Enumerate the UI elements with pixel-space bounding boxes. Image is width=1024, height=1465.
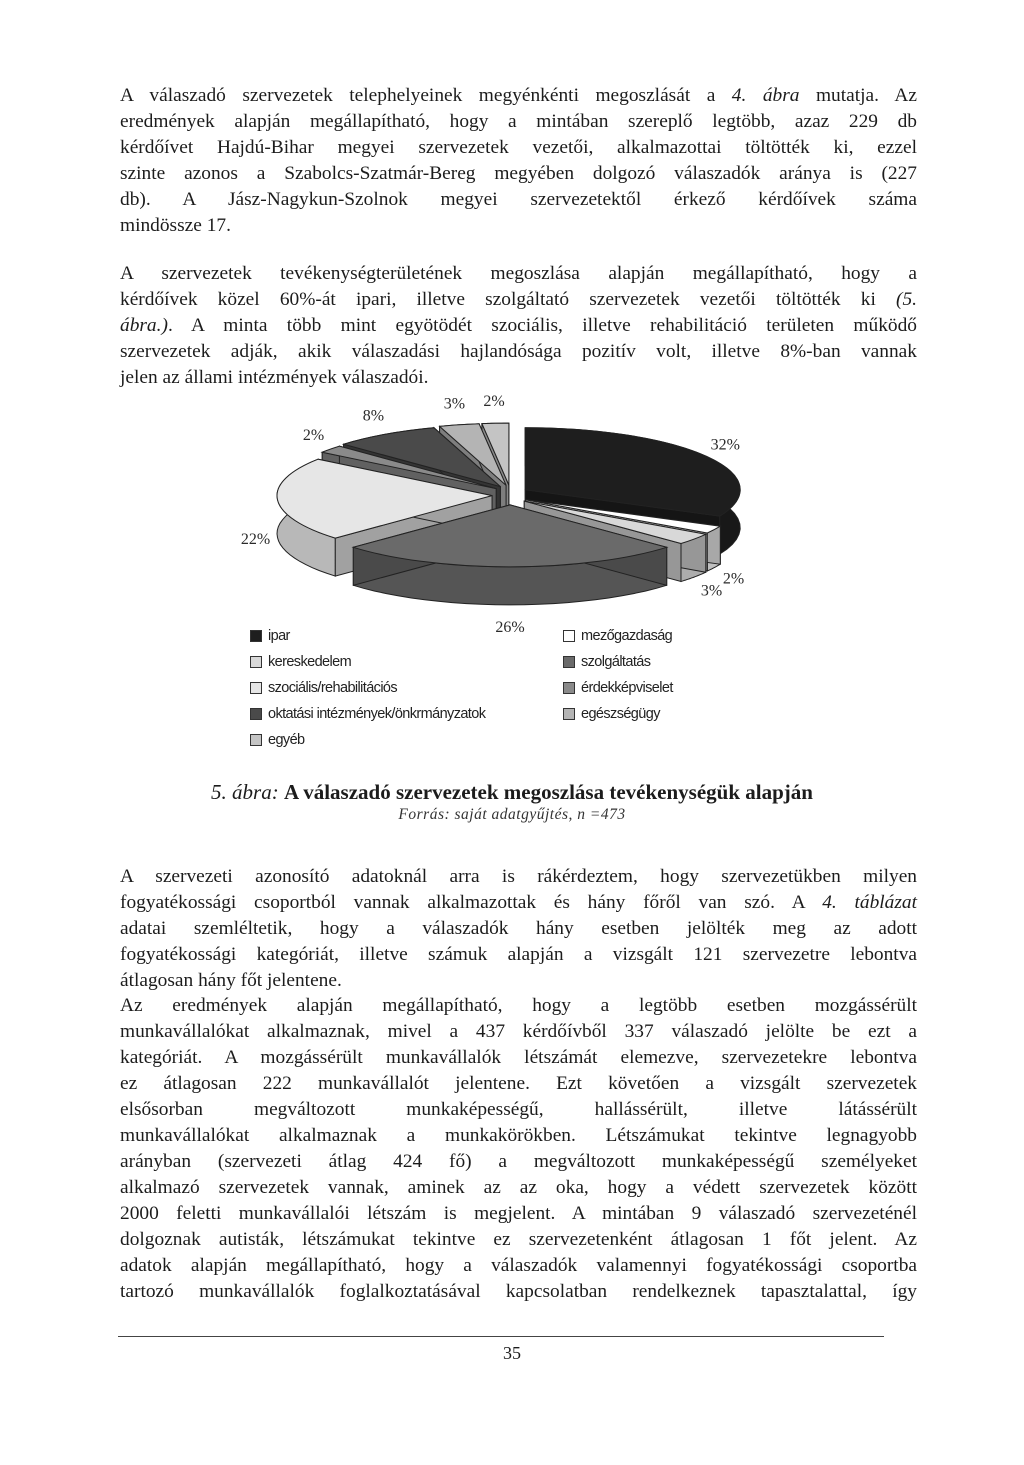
legend-label: szolgáltatás bbox=[581, 654, 651, 670]
legend-swatch bbox=[250, 708, 262, 720]
text-line: A szervezetek tevékenységterületének megoszlása alapján megállapítható, hogy a bbox=[120, 263, 917, 284]
legend-label: mezőgazdaság bbox=[581, 628, 673, 644]
figure-caption bbox=[0, 780, 1024, 805]
figure-reference: ábra.) bbox=[120, 315, 168, 336]
legend-item-szolgaltatas bbox=[563, 654, 650, 670]
pie-label-szolgaltatas: 26% bbox=[495, 619, 525, 636]
paragraph-results bbox=[120, 993, 917, 1305]
text-line: mindössze 17. bbox=[120, 215, 231, 236]
figure-source: Forrás: saját adatgyűjtés, n =473 bbox=[398, 806, 626, 823]
pie-label-egeszsegugy: 3% bbox=[443, 395, 466, 413]
pie-label-oktatasi-intezmenyek-onkrmanyzatok: 8% bbox=[362, 407, 385, 425]
text-line: Az eredmények alapján megállapítható, hogy a legtöbb esetben mozgássérült bbox=[120, 995, 917, 1016]
text-line: kérdőívet Hajdú-Bihar megyei szervezetek vezetői, alkalmazottai töltötték ki, ezzel bbox=[120, 137, 917, 158]
text-line: szervezetek adják, akik válaszadási hajlandósága pozitív volt, illetve 8%-ban vannak bbox=[120, 341, 917, 362]
text-run: kérdőívek közel 60%-át ipari, illetve szolgáltató szervezetek vezetői töltötték ki bbox=[120, 289, 896, 310]
text-line bbox=[120, 313, 917, 339]
text-line: adatai szemléltetik, hogy a válaszadók hány esetben jelölték meg az adott bbox=[120, 918, 917, 939]
text-line: ez átlagosan 222 munkavállalót jelentene. Ezt követően a vizsgált szervezetek bbox=[120, 1073, 917, 1094]
text-run: mutatja. Az bbox=[799, 85, 917, 106]
figure-reference: (5. bbox=[895, 289, 917, 310]
text-line bbox=[120, 890, 917, 916]
page-number: 35 bbox=[503, 1343, 521, 1363]
paragraph-disability-groups bbox=[120, 864, 917, 994]
text-line: eredmények alapján megállapítható, hogy a mintában szereplő legtöbb, azaz 229 db bbox=[120, 111, 917, 132]
legend-label: egyéb bbox=[268, 732, 305, 748]
legend-item-ipar bbox=[250, 628, 290, 644]
figure-reference: 4. ábra bbox=[731, 85, 800, 106]
figure-number: 5. ábra: bbox=[211, 780, 279, 804]
legend-item-egeszsegugy bbox=[563, 706, 660, 722]
pie-label-erdekkepviselet: 2% bbox=[302, 427, 325, 445]
legend-swatch bbox=[563, 656, 575, 668]
pie-label-ipar: 32% bbox=[710, 436, 740, 454]
legend-swatch bbox=[563, 682, 575, 694]
legend-label: szociális/rehabilitációs bbox=[268, 680, 398, 696]
text-line: alkalmazó szervezetek vannak, aminek az az oka, hogy a védett szervezetek között bbox=[120, 1177, 917, 1198]
text-line bbox=[120, 83, 917, 109]
text-run: fogyatékossági csoportból vannak alkalmazottak és hány főről van szó. A bbox=[120, 892, 823, 913]
text-line: A szervezeti azonosító adatoknál arra is rákérdeztem, hogy szervezetükben milyen bbox=[120, 866, 917, 887]
paragraph-county-distribution bbox=[120, 83, 917, 239]
text-line: átlagosan hány főt jelentene. bbox=[120, 970, 342, 991]
figure-title: A válaszadó szervezetek megoszlása tevékenységük alapján bbox=[283, 780, 813, 804]
text-line: db). A Jász-Nagykun-Szolnok megyei szervezetektől érkező kérdőívek száma bbox=[120, 189, 917, 210]
legend-swatch bbox=[563, 708, 575, 720]
pie-label-egyeb: 2% bbox=[483, 393, 505, 411]
legend-item-kereskedelem bbox=[250, 654, 351, 670]
text-line: kategóriát. A mozgássérült munkavállalók létszámát elemezve, szervezetekre lebontva bbox=[120, 1047, 917, 1068]
legend-label: kereskedelem bbox=[268, 654, 352, 670]
footer-divider bbox=[118, 1336, 884, 1337]
legend-item-szocialis-rehabilitacios bbox=[250, 680, 397, 696]
legend-swatch bbox=[250, 682, 262, 694]
text-line: adatok alapján megállapítható, hogy a válaszadók valamennyi fogyatékossági csoportba bbox=[120, 1255, 917, 1276]
legend-label: oktatási intézmények/önkrmányzatok bbox=[268, 706, 486, 722]
text-line bbox=[120, 287, 917, 313]
legend-swatch bbox=[563, 630, 575, 642]
text-line: munkavállalókat alkalmaznak, mivel a 437 kérdőívből 337 válaszadó jelölte be ezt a bbox=[120, 1021, 917, 1042]
table-reference: 4. táblázat bbox=[822, 892, 917, 913]
text-line: tartozó munkavállalók foglalkoztatásával kapcsolatban rendelkeznek tapasztalattal, így bbox=[120, 1281, 917, 1302]
text-run: . A minta több mint egyötödét szociális, illetve rehabilitáció területen működő bbox=[167, 315, 917, 336]
legend-swatch bbox=[250, 656, 262, 668]
legend-label: egészségügy bbox=[581, 706, 660, 722]
chart-legend bbox=[250, 628, 770, 760]
legend-swatch bbox=[250, 734, 262, 746]
text-line: fogyatékossági kategóriát, illetve számuk alapján a vizsgált 121 szervezetre lebontva bbox=[120, 944, 917, 965]
legend-item-erdekkepviselet bbox=[563, 680, 673, 696]
legend-swatch bbox=[250, 630, 262, 642]
pie-label-kereskedelem: 3% bbox=[700, 582, 723, 600]
text-line: elsősorban megváltozott munkaképességű, hallássérült, illetve látássérült bbox=[120, 1099, 917, 1120]
text-line: szinte azonos a Szabolcs-Szatmár-Bereg megyében dolgozó válaszadók aránya is (227 bbox=[120, 163, 917, 184]
legend-label: érdekképviselet bbox=[581, 680, 673, 696]
pie-label-mezogazdasag: 2% bbox=[722, 570, 745, 588]
legend-item-egyeb bbox=[250, 732, 305, 748]
text-line: 2000 feletti munkavállalói létszám is megjelent. A mintában 9 válaszadó szervezeténél bbox=[120, 1203, 917, 1224]
text-line: arányban (szervezeti átlag 424 fő) a megváltozott munkaképességű személyeket bbox=[120, 1151, 917, 1172]
paragraph-activity-distribution bbox=[120, 261, 917, 391]
pie-chart bbox=[230, 393, 790, 640]
text-line: jelen az állami intézmények válaszadói. bbox=[120, 367, 429, 388]
text-run: A válaszadó szervezetek telephelyeinek megyénkénti megoszlását a bbox=[120, 85, 732, 106]
legend-label: ipar bbox=[268, 628, 290, 644]
legend-item-oktatasi-intezmenyek-onkrmanyzatok bbox=[250, 706, 485, 722]
legend-item-mezogazdasag bbox=[563, 628, 672, 644]
text-line: munkavállalókat alkalmaznak a munkakörökben. Létszámukat tekintve legnagyobb bbox=[120, 1125, 917, 1146]
pie-label-szocialis-rehabilitacios: 22% bbox=[240, 530, 271, 548]
text-line: dolgoznak autisták, létszámukat tekintve ez szervezetenként átlagosan 1 főt jelent. Az bbox=[120, 1229, 917, 1250]
